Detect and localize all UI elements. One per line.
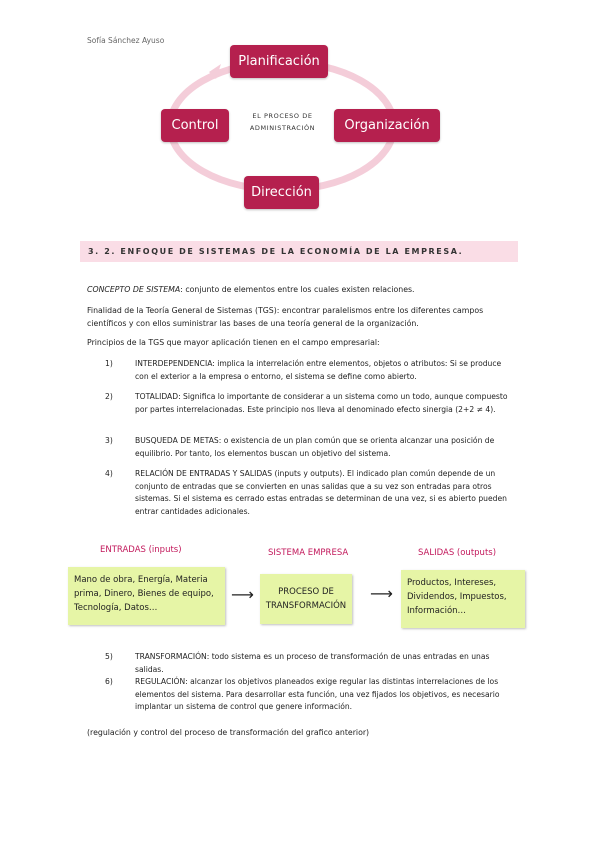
finalidad-paragraph: Finalidad de la Teoría General de Sistemas (TGS): encontrar paralelismos entre los diferentes campos científicos y con ellos suministrar las bases de una teoría general de la organización. <box>87 306 484 328</box>
concepto-text: : conjunto de elementos entre los cuales existen relaciones. <box>180 285 415 294</box>
list-item-text: REGULACIÓN: alcanzar los objetivos planeados exige regular las distintas interrelaciones de los elementos del sistema. Para desarrollar esta función, una vez fijados los objetivos, es necesario implantar un sistema de control que genere información. <box>135 677 500 711</box>
cycle-node-control: Control <box>161 109 229 142</box>
list-item-number: 5) <box>105 652 113 661</box>
cycle-center-line2: ADMINISTRACIÓN <box>249 124 316 132</box>
principios-intro: Principios de la TGS que mayor aplicación tienen en el campo empresarial: <box>87 338 380 347</box>
list-item-number: 4) <box>105 469 113 478</box>
list-item-number: 1) <box>105 359 113 368</box>
list-item-text: TRANSFORMACIÓN: todo sistema es un proceso de transformación de unas entradas en unas salidas. <box>135 652 490 674</box>
list-item <box>105 651 515 676</box>
cycle-node-direccion: Dirección <box>244 176 319 209</box>
list-item-text: INTERDEPENDENCIA: implica la interrelación entre elementos, objetos o atributos: Si se produce con el exterior a la empresa o entorno, el sistema se define como abierto. <box>135 359 502 381</box>
section-heading <box>80 241 518 262</box>
concepto-paragraph <box>87 284 415 297</box>
list-item-text: TOTALIDAD: Significa lo importante de considerar a un sistema como un todo, aunque compuesto por partes interrelacionadas. Este principio nos lleva al denominado efecto sinergia (2+2 ≠ 4). <box>135 392 508 414</box>
arrow-right-icon: ⟶ <box>231 585 254 604</box>
list-item <box>105 468 515 518</box>
list-item-text: BUSQUEDA DE METAS: o existencia de un plan común que se orienta alcanzar una posición de equilibrio. Por tanto, los elementos buscan un objetivo del sistema. <box>135 436 495 458</box>
salidas-box: Productos, Intereses, Dividendos, Impuestos, Información… <box>401 570 525 628</box>
author-name: Sofía Sánchez Ayuso <box>87 36 165 45</box>
list-item <box>105 676 515 714</box>
list-item-number: 2) <box>105 392 113 401</box>
section-title: 3. 2. ENFOQUE DE SISTEMAS DE LA ECONOMÍA DE LA EMPRESA. <box>88 247 464 256</box>
label-salidas: SALIDAS (outputs) <box>418 548 497 558</box>
label-entradas: ENTRADAS (inputs) <box>100 545 182 555</box>
arrow-right-icon: ⟶ <box>370 584 393 603</box>
proceso-box: PROCESO DE TRANSFORMACIÓN <box>260 574 352 624</box>
cycle-node-planificacion: Planificación <box>230 45 328 78</box>
list-item-text: RELACIÓN DE ENTRADAS Y SALIDAS (inputs y outputs). El indicado plan común depende de un conjunto de entradas que se convierten en unas salidas que a su vez son entradas para otros sistemas. Si el sistema es cerrado estas entradas se determinan de una vez, si es abierto pueden entrar cantidades adicionales. <box>135 469 507 516</box>
concepto-term: CONCEPTO DE SISTEMA <box>87 285 181 294</box>
entradas-box: Mano de obra, Energía, Materia prima, Dinero, Bienes de equipo, Tecnología, Datos… <box>68 567 225 625</box>
cycle-center-line1: EL PROCESO DE <box>252 112 313 120</box>
list-item-number: 3) <box>105 436 113 445</box>
list-item <box>105 391 515 416</box>
cycle-center-label <box>240 110 325 134</box>
list-item <box>105 358 515 383</box>
list-item <box>105 435 515 460</box>
list-item-number: 6) <box>105 677 113 686</box>
label-sistema: SISTEMA EMPRESA <box>268 548 349 558</box>
cycle-node-organizacion: Organización <box>334 109 440 142</box>
footer-note: (regulación y control del proceso de transformación del grafico anterior) <box>87 728 370 737</box>
